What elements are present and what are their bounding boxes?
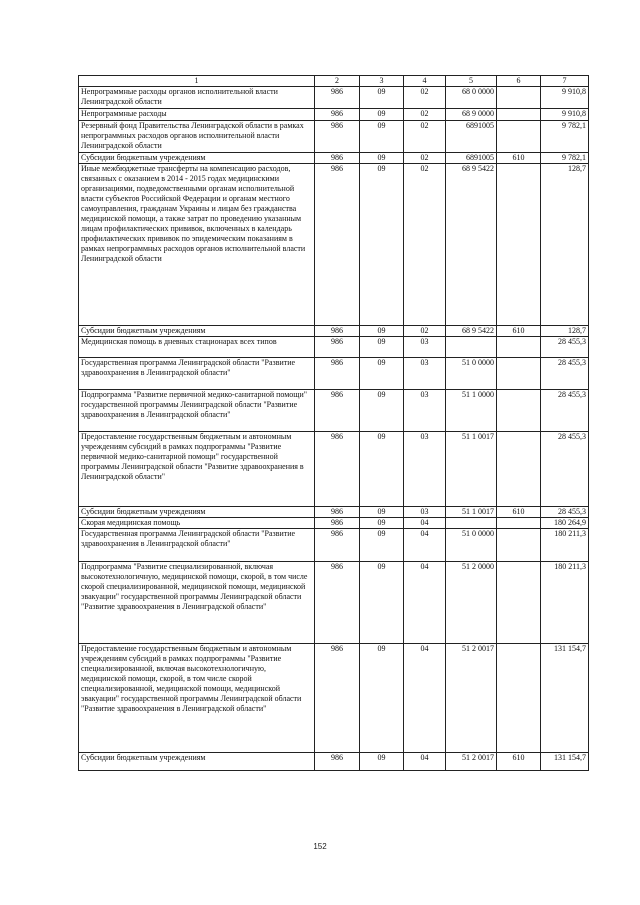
- cell-vr: [497, 562, 541, 644]
- cell-grbs: 986: [315, 337, 360, 358]
- cell-name: Субсидии бюджетным учреждениям: [79, 153, 315, 164]
- cell-vr: [497, 358, 541, 390]
- cell-sum: 128,7: [541, 164, 589, 326]
- cell-name: Непрограммные расходы органов исполнительной власти Ленинградской области: [79, 87, 315, 109]
- cell-csr: [446, 337, 497, 358]
- cell-csr: 51 1 0017: [446, 432, 497, 507]
- cell-rz: 09: [360, 337, 404, 358]
- cell-rz: 09: [360, 432, 404, 507]
- budget-table: [78, 75, 589, 771]
- cell-pr: 02: [404, 326, 446, 337]
- cell-grbs: 986: [315, 121, 360, 153]
- cell-rz: 09: [360, 529, 404, 562]
- table-row: [79, 390, 589, 432]
- cell-name: Непрограммные расходы: [79, 109, 315, 121]
- cell-csr: 51 0 0000: [446, 358, 497, 390]
- cell-vr: [497, 432, 541, 507]
- table-row: [79, 164, 589, 326]
- cell-pr: 02: [404, 164, 446, 326]
- table-row: [79, 562, 589, 644]
- cell-grbs: 986: [315, 518, 360, 529]
- cell-grbs: 986: [315, 358, 360, 390]
- cell-vr: [497, 529, 541, 562]
- table-row: [79, 326, 589, 337]
- cell-name: Субсидии бюджетным учреждениям: [79, 507, 315, 518]
- cell-pr: 03: [404, 390, 446, 432]
- cell-name: Предоставление государственным бюджетным и автономным учреждениям субсидий в рамках подпрограммы "Развитие первичной медико-санитарной помощи" государственной программы Ленинградской области "Развитие здравоохранения в Ленинградской области": [79, 432, 315, 507]
- table-row: [79, 121, 589, 153]
- table-row: [79, 153, 589, 164]
- cell-sum: 28 455,3: [541, 507, 589, 518]
- cell-name: Подпрограмма "Развитие первичной медико-санитарной помощи" государственной программы Ленинградской области "Развитие здравоохранения в Ленинградской области": [79, 390, 315, 432]
- table-row: [79, 644, 589, 753]
- column-header: 2: [315, 76, 360, 87]
- cell-grbs: 986: [315, 109, 360, 121]
- cell-sum: 9 782,1: [541, 121, 589, 153]
- cell-pr: 03: [404, 337, 446, 358]
- cell-rz: 09: [360, 164, 404, 326]
- cell-name: Субсидии бюджетным учреждениям: [79, 753, 315, 771]
- cell-sum: 9 910,8: [541, 109, 589, 121]
- cell-vr: [497, 121, 541, 153]
- cell-sum: 131 154,7: [541, 644, 589, 753]
- cell-csr: 68 0 0000: [446, 87, 497, 109]
- cell-name: Субсидии бюджетным учреждениям: [79, 326, 315, 337]
- cell-vr: [497, 164, 541, 326]
- cell-grbs: 986: [315, 562, 360, 644]
- cell-csr: 51 2 0000: [446, 562, 497, 644]
- cell-sum: 180 211,3: [541, 562, 589, 644]
- cell-sum: 28 455,3: [541, 432, 589, 507]
- cell-csr: 51 2 0017: [446, 753, 497, 771]
- cell-csr: 51 0 0000: [446, 529, 497, 562]
- cell-sum: 28 455,3: [541, 337, 589, 358]
- column-header: 5: [446, 76, 497, 87]
- column-header: 3: [360, 76, 404, 87]
- column-header: 4: [404, 76, 446, 87]
- cell-grbs: 986: [315, 529, 360, 562]
- cell-name: Подпрограмма "Развитие специализированной, включая высокотехнологичную, медицинской помощи, скорой, в том числе скорой специализированной, медицинской помощи, медицинской эвакуации" государственной программы Ленинградской области "Развитие здравоохранения в Ленинградской области": [79, 562, 315, 644]
- cell-pr: 03: [404, 507, 446, 518]
- cell-vr: [497, 644, 541, 753]
- table-row: [79, 507, 589, 518]
- cell-rz: 09: [360, 109, 404, 121]
- cell-pr: 04: [404, 518, 446, 529]
- cell-vr: [497, 390, 541, 432]
- cell-pr: 02: [404, 121, 446, 153]
- cell-name: Медицинская помощь в дневных стационарах всех типов: [79, 337, 315, 358]
- cell-rz: 09: [360, 390, 404, 432]
- cell-csr: 68 9 5422: [446, 326, 497, 337]
- cell-grbs: 986: [315, 390, 360, 432]
- table-row: [79, 337, 589, 358]
- cell-grbs: 986: [315, 753, 360, 771]
- cell-csr: 68 9 5422: [446, 164, 497, 326]
- table-row: [79, 87, 589, 109]
- cell-pr: 02: [404, 87, 446, 109]
- cell-pr: 04: [404, 562, 446, 644]
- cell-grbs: 986: [315, 432, 360, 507]
- cell-sum: 9 910,8: [541, 87, 589, 109]
- cell-sum: 28 455,3: [541, 390, 589, 432]
- cell-csr: 51 2 0017: [446, 644, 497, 753]
- cell-pr: 02: [404, 109, 446, 121]
- cell-pr: 04: [404, 529, 446, 562]
- cell-sum: 9 782,1: [541, 153, 589, 164]
- cell-grbs: 986: [315, 164, 360, 326]
- cell-vr: 610: [497, 153, 541, 164]
- table-row: [79, 753, 589, 771]
- cell-name: Иные межбюджетные трансферты на компенсацию расходов, связанных с оказанием в 2014 - 2015 годах медицинскими организациями, подведомственными органам исполнительной власти субъектов Российской Федерации и органам местного самоуправления, гражданам Украины и лицам без гражданства медицинской помощи, а также затрат по проведению указанным лицам профилактических прививок, включенных в календарь профилактических прививок по эпидемическим показаниям в рамках непрограммных расходов органов исполнительной власти Ленинградской области: [79, 164, 315, 326]
- cell-rz: 09: [360, 121, 404, 153]
- table-row: [79, 529, 589, 562]
- cell-csr: 68 9 0000: [446, 109, 497, 121]
- column-header: 6: [497, 76, 541, 87]
- cell-pr: 04: [404, 753, 446, 771]
- cell-name: Резервный фонд Правительства Ленинградской области в рамках непрограммных расходов органов исполнительной власти Ленинградской области: [79, 121, 315, 153]
- column-header: 7: [541, 76, 589, 87]
- cell-name: Государственная программа Ленинградской области "Развитие здравоохранения в Ленинградской области": [79, 358, 315, 390]
- table-row: [79, 358, 589, 390]
- cell-sum: 180 264,9: [541, 518, 589, 529]
- table-row: [79, 518, 589, 529]
- cell-rz: 09: [360, 562, 404, 644]
- cell-rz: 09: [360, 326, 404, 337]
- cell-rz: 09: [360, 358, 404, 390]
- page-number: 152: [313, 842, 327, 851]
- table-row: [79, 109, 589, 121]
- cell-csr: 51 1 0000: [446, 390, 497, 432]
- cell-vr: [497, 109, 541, 121]
- cell-vr: 610: [497, 753, 541, 771]
- cell-name: Государственная программа Ленинградской области "Развитие здравоохранения в Ленинградской области": [79, 529, 315, 562]
- cell-grbs: 986: [315, 507, 360, 518]
- cell-csr: 6891005: [446, 121, 497, 153]
- cell-vr: 610: [497, 326, 541, 337]
- cell-grbs: 986: [315, 326, 360, 337]
- cell-grbs: 986: [315, 644, 360, 753]
- cell-rz: 09: [360, 518, 404, 529]
- cell-rz: 09: [360, 507, 404, 518]
- cell-sum: 128,7: [541, 326, 589, 337]
- cell-sum: 28 455,3: [541, 358, 589, 390]
- cell-csr: 51 1 0017: [446, 507, 497, 518]
- cell-name: Скорая медицинская помощь: [79, 518, 315, 529]
- cell-grbs: 986: [315, 87, 360, 109]
- table-header-row: [79, 76, 589, 87]
- column-header: 1: [79, 76, 315, 87]
- cell-sum: 180 211,3: [541, 529, 589, 562]
- cell-vr: 610: [497, 507, 541, 518]
- cell-grbs: 986: [315, 153, 360, 164]
- cell-csr: 6891005: [446, 153, 497, 164]
- cell-pr: 03: [404, 358, 446, 390]
- cell-pr: 04: [404, 644, 446, 753]
- cell-rz: 09: [360, 87, 404, 109]
- cell-sum: 131 154,7: [541, 753, 589, 771]
- cell-csr: [446, 518, 497, 529]
- cell-vr: [497, 518, 541, 529]
- cell-rz: 09: [360, 753, 404, 771]
- cell-pr: 03: [404, 432, 446, 507]
- cell-pr: 02: [404, 153, 446, 164]
- table-row: [79, 432, 589, 507]
- cell-vr: [497, 337, 541, 358]
- cell-rz: 09: [360, 644, 404, 753]
- cell-vr: [497, 87, 541, 109]
- cell-rz: 09: [360, 153, 404, 164]
- cell-name: Предоставление государственным бюджетным и автономным учреждениям субсидий в рамках подпрограммы "Развитие специализированной, включая высокотехнологичную, медицинской помощи, скорой, в том числе скорой специализированной, медицинской помощи, медицинской эвакуации" государственной программы Ленинградской области "Развитие здравоохранения в Ленинградской области": [79, 644, 315, 753]
